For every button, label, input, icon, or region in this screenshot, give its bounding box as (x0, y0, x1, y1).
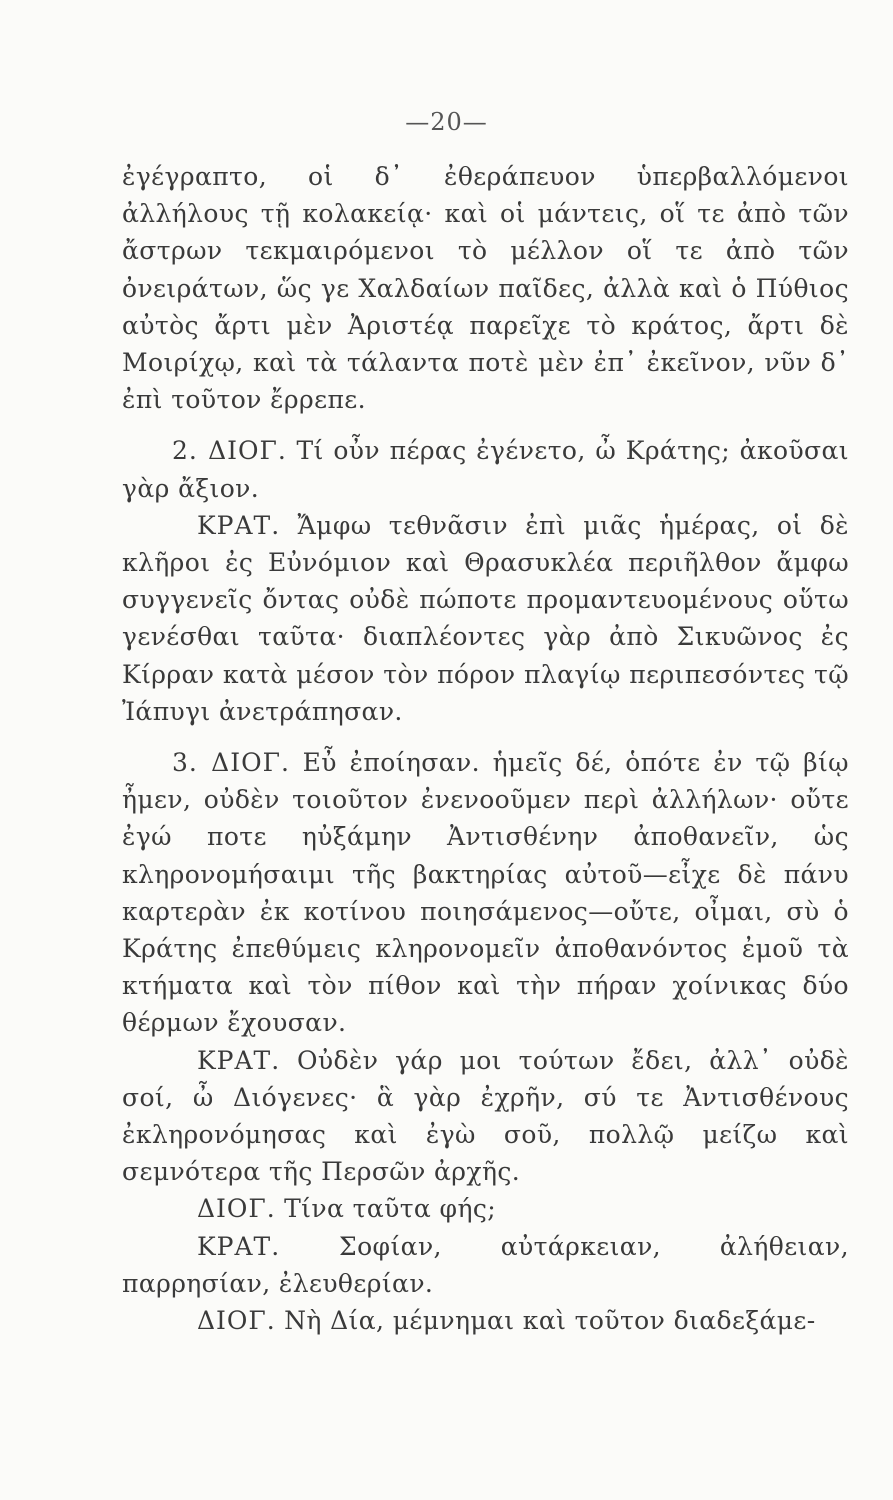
speaker-label: ΔΙΟΓ. (197, 1306, 276, 1336)
body-text (122, 158, 849, 1339)
paragraph-8 (122, 1302, 849, 1339)
paragraph-text: Τίνα ταῦτα φής; (284, 1194, 497, 1224)
paragraph-text: Τί οὖν πέρας ἐγένετο, ὦ Κράτης; ἀκοῦσαι γὰρ ἄξιον. (122, 436, 849, 503)
speaker-label: ΚΡΑΤ. (197, 510, 281, 540)
paragraph-5 (122, 1042, 849, 1191)
paragraph-text: Οὐδὲν γάρ μοι τούτων ἔδει, ἀλλ᾽ οὐδὲ σοί, ὦ Διόγενες· ἃ γὰρ ἐχρῆν, σύ τε Ἀντισθένους ἐκληρονόμησας καὶ ἐγὼ σοῦ, πολλῷ μείζω καὶ σεμνότερα τῆς Περσῶν ἀρχῆς. (122, 1045, 849, 1187)
speaker-label: ΚΡΑΤ. (197, 1231, 281, 1261)
paragraph-2 (122, 432, 849, 506)
speaker-label: 2. ΔΙΟΓ. (172, 436, 287, 466)
paragraph-6 (122, 1190, 849, 1227)
paragraph-text: Νὴ Δία, μέμνημαι καὶ τοῦτον διαδεξάμε- (284, 1306, 816, 1336)
paragraph-text: Ἄμφω τεθνᾶσιν ἐπὶ μιᾶς ἡμέρας, οἱ δὲ κλῆροι ἐς Εὐνόμιον καὶ Θρασυκλέα περιῆλθον ἄμφω συγγενεῖς ὄντας οὐδὲ πώποτε προμαντευομένους οὕτω γενέσθαι ταῦτα· διαπλέοντες γὰρ ἀπὸ Σικυῶνος ἐς Κίρραν κατὰ μέσον τὸν πόρον πλαγίῳ περιπεσόντες τῷ Ἰάπυγι ἀνετράπησαν. (122, 510, 849, 726)
paragraph-7 (122, 1228, 849, 1302)
page-number: —20— (405, 108, 488, 136)
paragraph-1 (122, 158, 849, 418)
paragraph-3 (122, 507, 849, 730)
paragraph-text: Σοφίαν, αὐτάρκειαν, ἀλήθειαν, παρρησίαν, ἐλευθερίαν. (122, 1231, 849, 1298)
paragraph-4 (122, 744, 849, 1042)
speaker-label: 3. ΔΙΟΓ. (172, 748, 290, 778)
paragraph-text: Εὖ ἐποίησαν. ἡμεῖς δέ, ὁπότε ἐν τῷ βίῳ ἦμεν, οὐδὲν τοιοῦτον ἐνενοοῦμεν περὶ ἀλλήλων· οὔτε ἐγώ ποτε ηὐξάμην Ἀντισθένην ἀποθανεῖν, ὡς κληρονομήσαιμι τῆς βακτηρίας αὐτοῦ—εἶχε δὲ πάνυ καρτερὰν ἐκ κοτίνου ποιησάμενος—οὔτε, οἶμαι, σὺ ὁ Κράτης ἐπεθύμεις κληρονομεῖν ἀποθανόντος ἐμοῦ τὰ κτήματα καὶ τὸν πίθον καὶ τὴν πήραν χοίνικας δύο θέρμων ἔχουσαν. (122, 748, 849, 1038)
speaker-label: ΔΙΟΓ. (197, 1194, 276, 1224)
paragraph-text: ἐγέγραπτο, οἱ δ᾽ ἐθεράπευον ὑπερβαλλόμενοι ἀλλήλους τῇ κολακείᾳ· καὶ οἱ μάντεις, οἵ τε ἀπὸ τῶν ἄστρων τεκμαιρόμενοι τὸ μέλλον οἵ τε ἀπὸ τῶν ὀνειράτων, ὥς γε Χαλδαίων παῖδες, ἀλλὰ καὶ ὁ Πύθιος αὐτὸς ἄρτι μὲν Ἀριστέᾳ παρεῖχε τὸ κράτος, ἄρτι δὲ Μοιρίχῳ, καὶ τὰ τάλαντα ποτὲ μὲν ἐπ᾽ ἐκεῖνον, νῦν δ᾽ ἐπὶ τοῦτον ἔρρεπε. (122, 162, 849, 415)
speaker-label: ΚΡΑΤ. (197, 1045, 281, 1075)
